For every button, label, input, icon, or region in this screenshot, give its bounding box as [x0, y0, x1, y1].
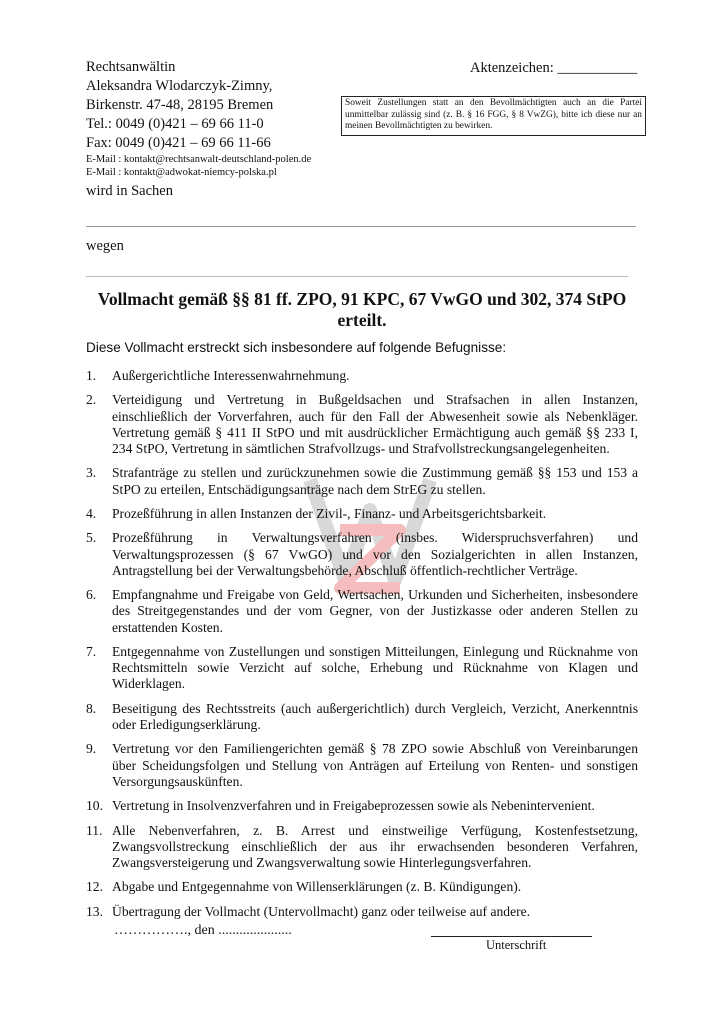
list-item	[86, 465, 638, 497]
list-item-text: Entgegennahme von Zustellungen und sonstigen Mitteilungen, Einlegung und Rücknahme von Rechtsmitteln sowie Verzicht auf solche, Erhebung und Rücknahme von Klagen und Widerklagen.	[112, 643, 638, 692]
list-item	[86, 506, 638, 522]
signature-label: Unterschrift	[486, 938, 547, 952]
list-item	[86, 879, 638, 895]
document-title: Vollmacht gemäß §§ 81 ff. ZPO, 91 KPC, 67 VwGO und 302, 374 StPO erteilt.	[97, 289, 627, 330]
list-item-number: 1.	[86, 368, 97, 383]
list-item	[86, 644, 638, 693]
list-item-number: 7.	[86, 643, 97, 659]
list-item-number: 4.	[86, 505, 97, 521]
list-item-number: 12.	[86, 879, 103, 895]
sender-email-2: E-Mail : kontakt@adwokat-niemcy-polska.pl	[86, 167, 277, 178]
case-line	[86, 226, 636, 227]
list-item-number: 2.	[86, 392, 97, 408]
sender-role: Rechtsanwältin	[86, 59, 176, 75]
list-item	[86, 587, 638, 636]
list-item-text: Prozeßführung in allen Instanzen der Zivil-, Finanz- und Arbeitsgerichtsbarkeit.	[112, 505, 547, 521]
sender-tel: Tel.: 0049 (0)421 – 69 66 11-0	[86, 116, 264, 132]
list-item-number: 8.	[86, 700, 97, 716]
wird-in-sachen-label: wird in Sachen	[86, 183, 173, 199]
list-item	[86, 741, 638, 790]
sender-address: Birkenstr. 47-48, 28195 Bremen	[86, 97, 274, 113]
sender-email-1: E-Mail : kontakt@rechtsanwalt-deutschland-polen.de	[86, 154, 312, 165]
list-item	[86, 530, 638, 579]
list-item-number: 6.	[86, 587, 97, 603]
notice-box: Soweit Zustellungen statt an den Bevollmächtigten auch an die Partei unmittelbar zulässig sind (z. B. § 16 FGG, § 8 VwZG), bitte ich diese nur an meinen Bevollmächtigten zu bewirken.	[341, 96, 646, 136]
list-item-number: 5.	[86, 530, 97, 546]
list-item	[86, 823, 638, 872]
list-item-text: Vertretung in Insolvenzverfahren und in Freigabeprozessen sowie als Nebenintervenient.	[112, 798, 595, 814]
sender-block	[86, 58, 311, 179]
list-item	[86, 904, 638, 920]
powers-list	[86, 368, 638, 928]
list-item-number: 10.	[86, 798, 103, 814]
list-item-text: Empfangnahme und Freigabe von Geld, Wertsachen, Urkunden und Sicherheiten, insbesondere des Streitgegenstandes und der vom Gegner, von der Justizkasse oder anderen Stellen zu erstattenden Kosten.	[112, 587, 638, 635]
list-item	[86, 798, 638, 814]
sender-name: Aleksandra Wlodarczyk-Zimny,	[86, 78, 273, 94]
wegen-label: wegen	[86, 238, 124, 254]
list-item	[86, 701, 638, 733]
list-item-text: Verteidigung und Vertretung in Bußgeldsachen und Strafsachen in allen Instanzen, einschließlich der Vorverfahren, auch für den Fall der Abwesenheit sowie als Nebenkläger. Vertretung gemäß § 411 II StPO und mit ausdrücklicher Ermächtigung auch gemäß §§ 233 I, 234 StPO, Vertretung in sämtlichen Strafvollzugs- und Strafvollstreckungsangelegenheiten.	[112, 392, 638, 456]
reason-line	[86, 276, 628, 277]
list-item-number: 11.	[86, 822, 103, 838]
list-item-text: Vertretung vor den Familiengerichten gemäß § 78 ZPO sowie Abschluß von Vereinbarungen über Scheidungsfolgen und Stellung von Anträgen auf Erteilung von Renten- und sonstigen Versorgungsauskünften.	[112, 741, 638, 789]
intro-text: Diese Vollmacht erstreckt sich insbesondere auf folgende Befugnisse:	[86, 340, 507, 355]
list-item-text: Abgabe und Entgegennahme von Willenserklärungen (z. B. Kündigungen).	[112, 879, 522, 895]
list-item-number: 9.	[86, 741, 97, 757]
list-item-text: Übertragung der Vollmacht (Untervollmacht) ganz oder teilweise auf andere.	[112, 903, 531, 919]
signature-line	[431, 936, 592, 937]
place-date-line: ……………., den .....................	[114, 923, 292, 938]
aktenzeichen-field: Aktenzeichen: ___________	[470, 60, 638, 76]
list-item	[86, 368, 638, 384]
list-item-text: Strafanträge zu stellen und zurückzunehmen sowie die Zustimmung gemäß §§ 153 und 153 a StPO zu erteilen, Entschädigungsanträge nach dem StrEG zu stellen.	[112, 465, 638, 497]
list-item-number: 13.	[86, 903, 103, 919]
list-item	[86, 392, 638, 457]
list-item-text: Beseitigung des Rechtsstreits (auch außergerichtlich) durch Vergleich, Verzicht, Anerkenntnis oder Erledigungserklärung.	[112, 700, 638, 732]
list-item-text: Außergerichtliche Interessenwahrnehmung.	[112, 368, 350, 383]
list-item-text: Prozeßführung in Verwaltungsverfahren (insbes. Widerspruchsverfahren) und Verwaltungsprozessen (§ 67 VwGO) und vor den Sozialgerichten in allen Instanzen, Antragstellung bei der Verwaltungsbehörde, Abschluß öffentlich-rechtlicher Verträge.	[112, 530, 638, 578]
list-item-number: 3.	[86, 465, 97, 481]
list-item-text: Alle Nebenverfahren, z. B. Arrest und einstweilige Verfügung, Kostenfestsetzung, Zwangsvollstreckung einschließlich der aus ihr erwachsenden besonderen Verfahren, Zwangsversteigerung und Zwangsverwaltung sowie Hinterlegungsverfahren.	[112, 822, 638, 870]
sender-fax: Fax: 0049 (0)421 – 69 66 11-66	[86, 135, 271, 151]
